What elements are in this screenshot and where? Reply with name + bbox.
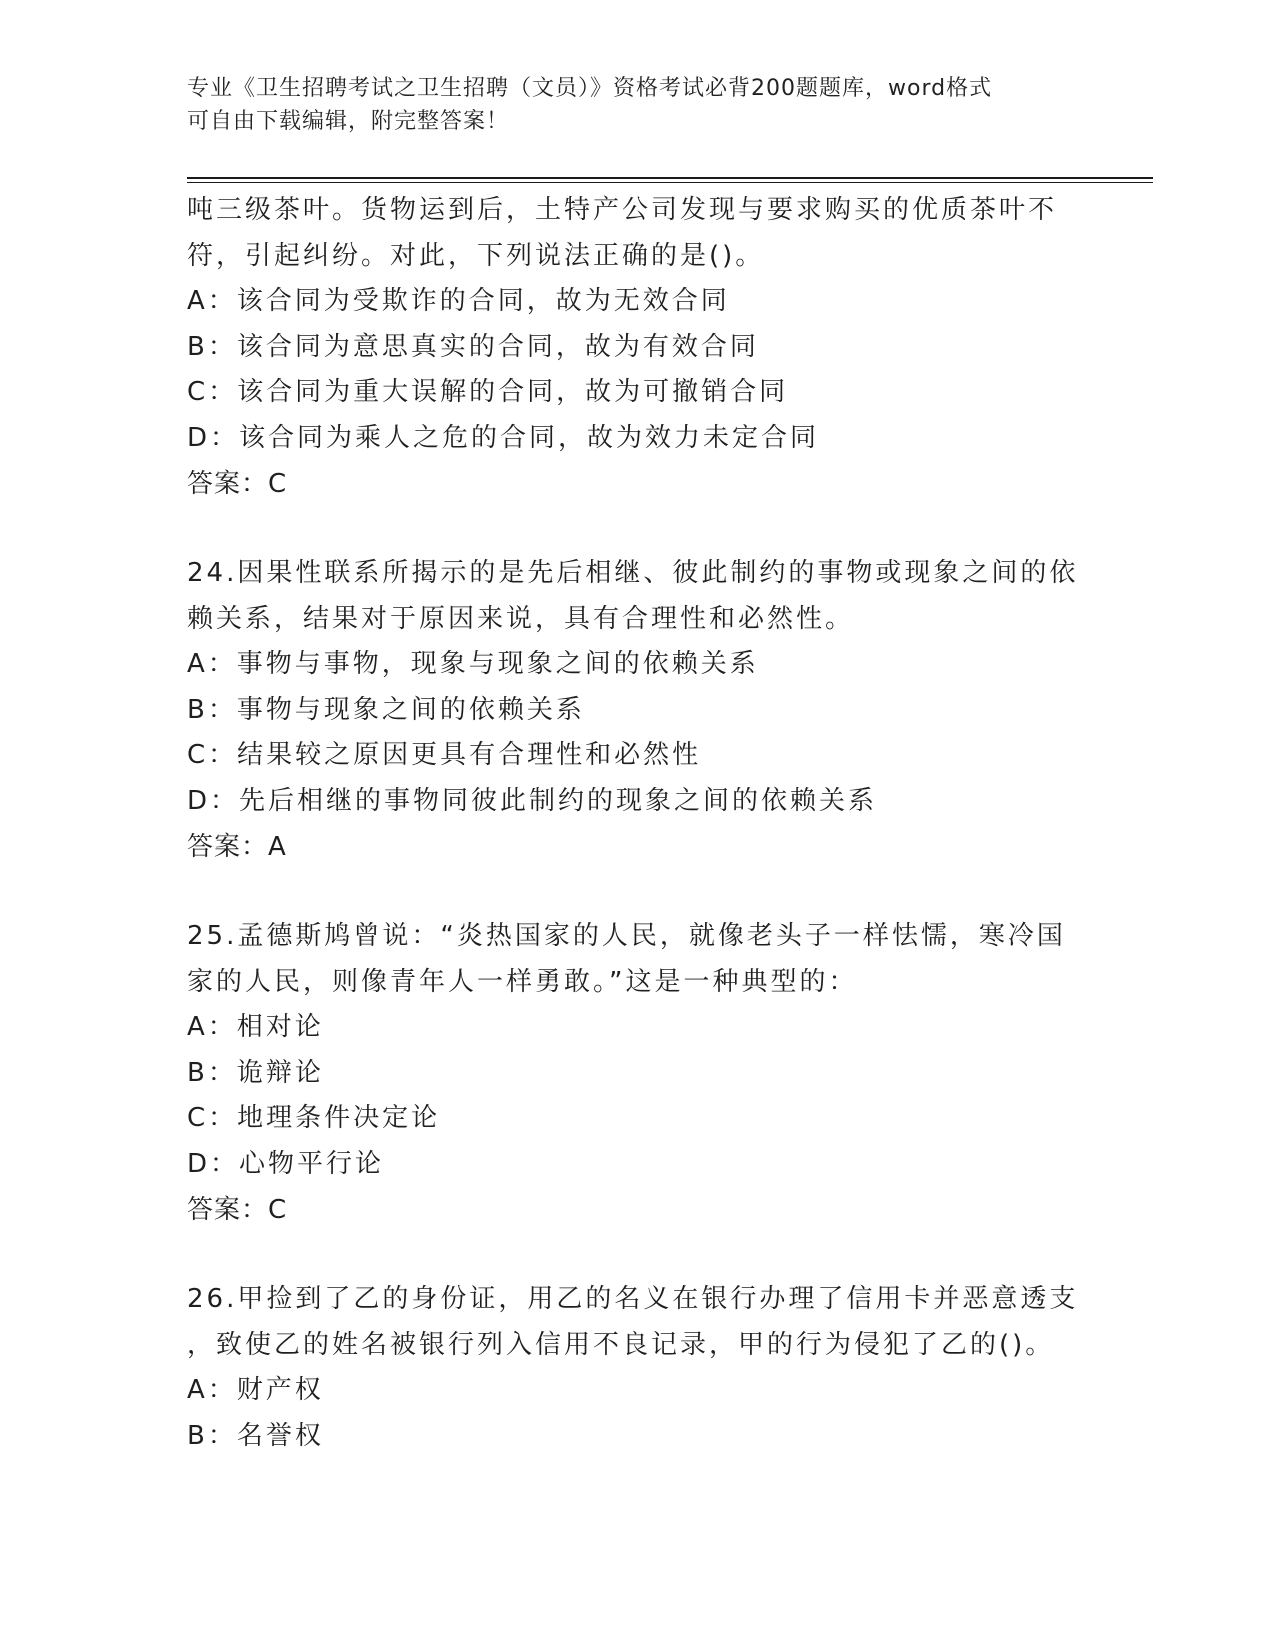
- document-header: [187, 72, 1087, 138]
- option-b: B：诡辩论: [187, 1057, 324, 1088]
- question-24: [187, 551, 1087, 870]
- option-a: A：相对论: [187, 1012, 324, 1042]
- question-content: [187, 188, 1087, 1459]
- question-stem-line: 24.因果性联系所揭示的是先后相继、彼此制约的事物或现象之间的依: [187, 558, 1079, 588]
- header-divider-thin: [187, 182, 1153, 183]
- option-b: B：事物与现象之间的依赖关系: [187, 694, 585, 725]
- question-spacer: [187, 870, 1087, 914]
- answer-label: 答案：A: [187, 832, 287, 862]
- option-d: D：心物平行论: [187, 1148, 385, 1179]
- option-a: A：事物与事物，现象与现象之间的依赖关系: [187, 649, 759, 679]
- question-stem-line: 吨三级茶叶。货物运到后，土特产公司发现与要求购买的优质茶叶不: [187, 195, 1058, 225]
- question-spacer: [187, 507, 1087, 551]
- question-stem-line: 赖关系，结果对于原因来说，具有合理性和必然性。: [187, 603, 855, 634]
- question-stem-line: 26.甲捡到了乙的身份证，用乙的名义在银行办理了信用卡并恶意透支: [187, 1284, 1079, 1314]
- question-spacer: [187, 1233, 1087, 1277]
- option-a: A：该合同为受欺诈的合同，故为无效合同: [187, 286, 730, 316]
- option-c: C：结果较之原因更具有合理性和必然性: [187, 740, 702, 770]
- answer-label: 答案：C: [187, 1195, 288, 1225]
- question-25: [187, 914, 1087, 1233]
- question-stem-line: ，致使乙的姓名被银行列入信用不良记录，甲的行为侵犯了乙的()。: [187, 1329, 1055, 1360]
- question-26: [187, 1277, 1087, 1459]
- answer-label: 答案：C: [187, 469, 288, 499]
- question-stem-line: 符，引起纠纷。对此，下列说法正确的是()。: [187, 240, 765, 271]
- question-23: [187, 188, 1087, 507]
- option-d: D：该合同为乘人之危的合同，故为效力未定合同: [187, 422, 820, 453]
- question-stem-line: 家的人民，则像青年人一样勇敢。”这是一种典型的：: [187, 966, 858, 997]
- header-title-line-2: 可自由下载编辑，附完整答案！: [187, 109, 510, 134]
- header-title-line-1: 专业《卫生招聘考试之卫生招聘（文员）》资格考试必背200题题库，word格式: [187, 76, 993, 101]
- option-c: C：该合同为重大误解的合同，故为可撤销合同: [187, 377, 789, 407]
- option-d: D：先后相继的事物同彼此制约的现象之间的依赖关系: [187, 785, 878, 816]
- question-stem-line: 25.孟德斯鸠曾说：“炎热国家的人民，就像老头子一样怯懦，寒冷国: [187, 921, 1066, 951]
- option-b: B：名誉权: [187, 1420, 324, 1451]
- option-a: A：财产权: [187, 1375, 324, 1405]
- option-c: C：地理条件决定论: [187, 1103, 441, 1133]
- option-b: B：该合同为意思真实的合同，故为有效合同: [187, 331, 759, 362]
- header-divider-thick: [187, 177, 1153, 179]
